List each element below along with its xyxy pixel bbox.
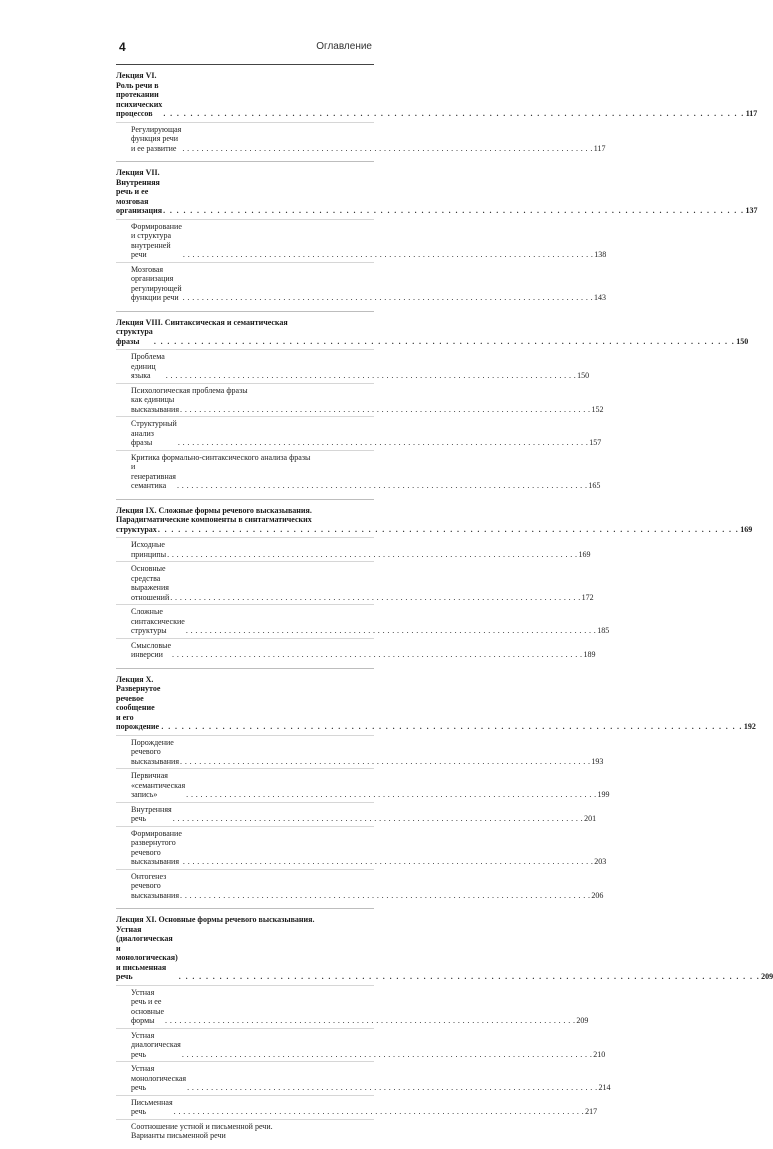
entry-title: Критика формально-синтаксического анализа фразы [131,452,311,462]
lecture-heading-line[interactable] [116,327,749,346]
dot-leader [182,144,592,154]
lecture-title: Лекция XI. Основные формы речевого высказывания. [116,915,315,924]
entry-page-number: 214 [598,1083,611,1092]
toc-entry[interactable] [116,383,604,417]
toc-entry[interactable] [116,768,610,802]
toc-entry[interactable] [116,349,590,383]
lecture-heading-line[interactable] [116,524,753,535]
lecture-heading-line[interactable] [116,915,374,925]
dot-leader [180,757,590,767]
dot-leader [183,857,593,867]
dot-leader [178,438,588,448]
dot-leader [179,972,760,982]
entry-title: Структурный анализ фразы [131,419,177,447]
dot-leader [183,293,593,303]
lecture-heading-line[interactable] [116,318,374,328]
toc-entry[interactable] [116,869,604,903]
lecture-page-number: 137 [745,206,758,215]
toc-entry[interactable] [116,638,596,662]
dot-leader [182,1050,592,1060]
entry-title: Формирование и структура внутренней речи [131,221,182,259]
entry-title: Проблема единиц языка [131,352,165,380]
entry-title: Исходные принципы [131,540,167,559]
lecture-title: Лекция IX. Сложные формы речевого высказывания. [116,505,312,515]
dot-leader [187,1083,597,1093]
lecture-title: структура фразы [116,327,153,346]
lecture-title: Лекция VIII. Синтаксическая и семантическая [116,317,288,327]
entry-page-number: 152 [591,404,604,414]
entry-page-number: 143 [594,293,607,302]
entry-title: Онтогенез речевого высказывания [131,871,180,900]
dot-leader [186,626,596,636]
lecture-title: структурах [116,524,157,534]
table-of-contents [116,64,773,1149]
entry-page-number: 210 [593,1049,606,1059]
entry-title: Мозговая организация регулирующей функции речи [131,264,182,302]
toc-entry[interactable] [116,537,591,561]
entry-page-number: 201 [584,814,597,823]
lecture-title: Парадигматические компоненты в синтагматических [116,515,312,524]
toc-section [116,161,758,311]
lecture-heading-line[interactable] [116,674,756,732]
toc-entry[interactable] [116,1095,598,1119]
toc-entry[interactable] [116,561,594,604]
entry-title: Соотношение устной и письменной речи. [131,1121,273,1131]
lecture-title: Устная (диалогическая и монологическая) и письменная речь [116,924,178,981]
entry-page-number: 206 [591,890,604,900]
entry-page-number: 172 [581,592,594,602]
lecture-heading-line[interactable] [116,506,374,516]
entry-title: Сложные синтаксические структуры [131,607,185,635]
entry-page-number: 209 [576,1016,589,1025]
toc-entry[interactable] [116,219,607,262]
toc-entry[interactable] [116,122,606,156]
entry-title: Внутренняя речь [131,804,172,823]
dot-leader [173,814,583,824]
dot-leader [166,371,576,381]
entry-title: Регулирующая функция речи и ее развитие [131,124,182,153]
dot-leader [170,593,580,603]
entry-page-number: 199 [597,790,610,799]
entry-title: Смысловые инверсии [131,640,172,659]
dot-leader [163,206,744,216]
toc-entry[interactable] [116,604,610,638]
dot-leader [174,1107,584,1117]
dot-leader [186,790,596,800]
lecture-title: Лекция VI. Роль речи в протекании психических процессов [116,71,163,118]
entry-title: Порождение речевого высказывания [131,737,180,766]
toc-section [116,499,753,668]
entry-page-number: 189 [583,650,596,659]
entry-page-number: 203 [594,857,607,866]
entry-title: как единицы высказывания [131,395,180,414]
lecture-heading-line[interactable] [116,515,374,525]
dot-leader [163,109,744,119]
running-title: Оглавление [316,41,372,52]
dot-leader [161,722,742,732]
entry-title: Устная монологическая речь [131,1064,187,1092]
entry-title: Основные средства выражения отношений [131,564,170,602]
lecture-heading-line[interactable] [116,924,773,982]
entry-title: и генеративная семантика [131,462,176,490]
entry-page-number: 157 [589,438,602,447]
entry-page-number: 150 [577,371,590,380]
entry-title: Первичная «семантическая запись» [131,771,186,799]
entry-title: Письменная речь [131,1097,173,1116]
toc-entry[interactable] [116,262,607,305]
lecture-page-number: 209 [761,972,773,981]
entry-page-number: 138 [594,250,607,259]
entry-title: Устная речь и ее основные формы [131,987,165,1025]
toc-entry[interactable] [116,735,604,769]
lecture-heading-line[interactable] [116,168,758,216]
page-number: 4 [119,40,126,54]
toc-entry[interactable] [116,450,601,493]
dot-leader [154,337,735,347]
lecture-page-number: 169 [740,524,753,534]
lecture-page-number: 192 [743,722,756,731]
toc-entry[interactable] [116,985,589,1028]
dot-leader [183,250,593,260]
entry-page-number: 117 [593,143,606,153]
toc-entry[interactable] [116,416,602,450]
lecture-title: Лекция X. Развернутое речевое сообщение и его порождение [116,674,161,731]
lecture-page-number: 150 [736,336,749,346]
dot-leader [172,650,582,660]
dot-leader [180,405,590,415]
entry-page-number: 193 [591,756,604,766]
dot-leader [177,481,587,491]
toc-entry[interactable] [116,1119,374,1143]
dot-leader [167,550,577,560]
page-header [116,40,372,54]
toc-section [116,908,773,1149]
dot-leader [158,525,739,535]
toc-entry[interactable] [116,802,597,826]
entry-page-number: 217 [585,1107,598,1116]
dot-leader [165,1016,575,1026]
entry-page-number: 169 [578,549,591,559]
toc-section [116,311,749,499]
dot-leader [180,891,590,901]
entry-page-number: 165 [588,481,601,490]
entry-title: Формирование развернутого речевого высказывания [131,828,182,866]
entry-title: Варианты письменной речи [131,1131,226,1140]
entry-page-number: 185 [597,626,610,635]
entry-title: Психологическая проблема фразы [131,385,248,395]
toc-entry[interactable] [116,826,607,869]
toc-section [116,668,756,909]
toc-section [116,64,758,161]
lecture-heading-line[interactable] [116,71,758,119]
lecture-title: Лекция VII. Внутренняя речь и ее мозговая организация [116,168,163,215]
lecture-page-number: 117 [745,109,758,118]
toc-entry[interactable] [116,1028,606,1062]
entry-title: Устная диалогическая речь [131,1030,181,1059]
toc-entry[interactable] [116,1061,611,1095]
